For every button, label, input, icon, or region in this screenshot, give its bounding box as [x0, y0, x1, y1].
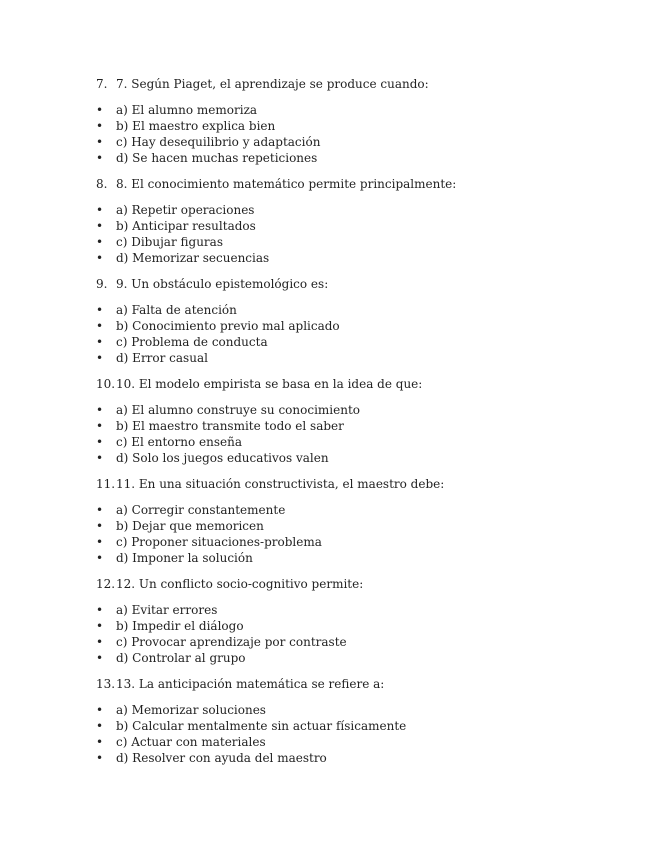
option-text: c) Actuar con materiales — [116, 735, 266, 749]
option-text: c) Hay desequilibrio y adaptación — [116, 135, 321, 149]
option-item — [96, 234, 616, 250]
bullet-icon: • — [96, 551, 104, 565]
option-text: b) El maestro explica bien — [116, 119, 276, 133]
question-block — [96, 576, 616, 666]
option-item — [96, 350, 616, 366]
document-page — [96, 76, 616, 776]
option-text: a) El alumno construye su conocimiento — [116, 403, 360, 417]
option-text: b) Conocimiento previo mal aplicado — [116, 319, 340, 333]
bullet-icon: • — [96, 319, 104, 333]
option-text: d) Imponer la solución — [116, 551, 253, 565]
bullet-icon: • — [96, 135, 104, 149]
question-heading — [96, 576, 616, 592]
question-number: 7. — [96, 77, 108, 91]
option-text: b) Calcular mentalmente sin actuar físicamente — [116, 719, 407, 733]
bullet-icon: • — [96, 535, 104, 549]
option-text: d) Resolver con ayuda del maestro — [116, 751, 327, 765]
option-item — [96, 718, 616, 734]
bullet-icon: • — [96, 251, 104, 265]
option-item — [96, 634, 616, 650]
option-item — [96, 102, 616, 118]
question-block — [96, 376, 616, 466]
option-item — [96, 418, 616, 434]
option-item — [96, 750, 616, 766]
option-text: b) El maestro transmite todo el saber — [116, 419, 344, 433]
question-heading — [96, 376, 616, 392]
question-heading — [96, 276, 616, 292]
option-text: d) Error casual — [116, 351, 208, 365]
option-item — [96, 150, 616, 166]
bullet-icon: • — [96, 303, 104, 317]
option-list — [96, 102, 616, 166]
option-item — [96, 334, 616, 350]
option-item — [96, 650, 616, 666]
option-item — [96, 402, 616, 418]
option-item — [96, 518, 616, 534]
option-text: b) Anticipar resultados — [116, 219, 256, 233]
bullet-icon: • — [96, 103, 104, 117]
option-text: c) Proponer situaciones-problema — [116, 535, 322, 549]
question-number: 11. — [96, 477, 116, 491]
question-heading — [96, 176, 616, 192]
option-item — [96, 450, 616, 466]
bullet-icon: • — [96, 619, 104, 633]
option-text: d) Se hacen muchas repeticiones — [116, 151, 318, 165]
bullet-icon: • — [96, 635, 104, 649]
question-number: 10. — [96, 377, 116, 391]
option-text: d) Controlar al grupo — [116, 651, 246, 665]
bullet-icon: • — [96, 519, 104, 533]
bullet-icon: • — [96, 235, 104, 249]
bullet-icon: • — [96, 603, 104, 617]
question-heading — [96, 476, 616, 492]
option-text: c) El entorno enseña — [116, 435, 242, 449]
option-item — [96, 218, 616, 234]
question-number: 13. — [96, 677, 116, 691]
option-text: a) Evitar errores — [116, 603, 218, 617]
option-item — [96, 618, 616, 634]
question-heading — [96, 76, 616, 92]
option-item — [96, 134, 616, 150]
option-item — [96, 434, 616, 450]
option-text: a) Falta de atención — [116, 303, 237, 317]
question-text: 10. El modelo empirista se basa en la idea de que: — [116, 377, 423, 391]
question-heading — [96, 676, 616, 692]
bullet-icon: • — [96, 735, 104, 749]
question-text: 12. Un conflicto socio-cognitivo permite: — [116, 577, 364, 591]
bullet-icon: • — [96, 751, 104, 765]
option-item — [96, 302, 616, 318]
question-block — [96, 76, 616, 166]
question-block — [96, 676, 616, 766]
option-item — [96, 118, 616, 134]
question-text: 7. Según Piaget, el aprendizaje se produce cuando: — [116, 77, 429, 91]
bullet-icon: • — [96, 335, 104, 349]
option-text: a) Repetir operaciones — [116, 203, 255, 217]
bullet-icon: • — [96, 203, 104, 217]
bullet-icon: • — [96, 435, 104, 449]
option-item — [96, 534, 616, 550]
option-item — [96, 250, 616, 266]
option-text: d) Memorizar secuencias — [116, 251, 270, 265]
bullet-icon: • — [96, 651, 104, 665]
question-block — [96, 476, 616, 566]
option-list — [96, 302, 616, 366]
bullet-icon: • — [96, 351, 104, 365]
option-item — [96, 702, 616, 718]
bullet-icon: • — [96, 451, 104, 465]
option-item — [96, 734, 616, 750]
bullet-icon: • — [96, 119, 104, 133]
bullet-icon: • — [96, 703, 104, 717]
bullet-icon: • — [96, 503, 104, 517]
option-text: c) Provocar aprendizaje por contraste — [116, 635, 347, 649]
question-text: 11. En una situación constructivista, el maestro debe: — [116, 477, 445, 491]
question-text: 8. El conocimiento matemático permite principalmente: — [116, 177, 457, 191]
option-text: d) Solo los juegos educativos valen — [116, 451, 329, 465]
option-text: a) Memorizar soluciones — [116, 703, 266, 717]
bullet-icon: • — [96, 419, 104, 433]
option-item — [96, 318, 616, 334]
question-number: 12. — [96, 577, 116, 591]
bullet-icon: • — [96, 403, 104, 417]
option-list — [96, 602, 616, 666]
option-list — [96, 202, 616, 266]
question-number: 8. — [96, 177, 108, 191]
option-text: b) Impedir el diálogo — [116, 619, 244, 633]
option-text: a) El alumno memoriza — [116, 103, 258, 117]
option-list — [96, 402, 616, 466]
option-item — [96, 202, 616, 218]
bullet-icon: • — [96, 219, 104, 233]
question-text: 9. Un obstáculo epistemológico es: — [116, 277, 329, 291]
question-text: 13. La anticipación matemática se refiere a: — [116, 677, 385, 691]
option-list — [96, 702, 616, 766]
question-block — [96, 276, 616, 366]
question-number: 9. — [96, 277, 108, 291]
option-text: c) Problema de conducta — [116, 335, 268, 349]
option-text: a) Corregir constantemente — [116, 503, 286, 517]
option-list — [96, 502, 616, 566]
option-text: b) Dejar que memoricen — [116, 519, 264, 533]
option-item — [96, 502, 616, 518]
option-item — [96, 602, 616, 618]
bullet-icon: • — [96, 151, 104, 165]
option-item — [96, 550, 616, 566]
bullet-icon: • — [96, 719, 104, 733]
option-text: c) Dibujar figuras — [116, 235, 223, 249]
question-block — [96, 176, 616, 266]
